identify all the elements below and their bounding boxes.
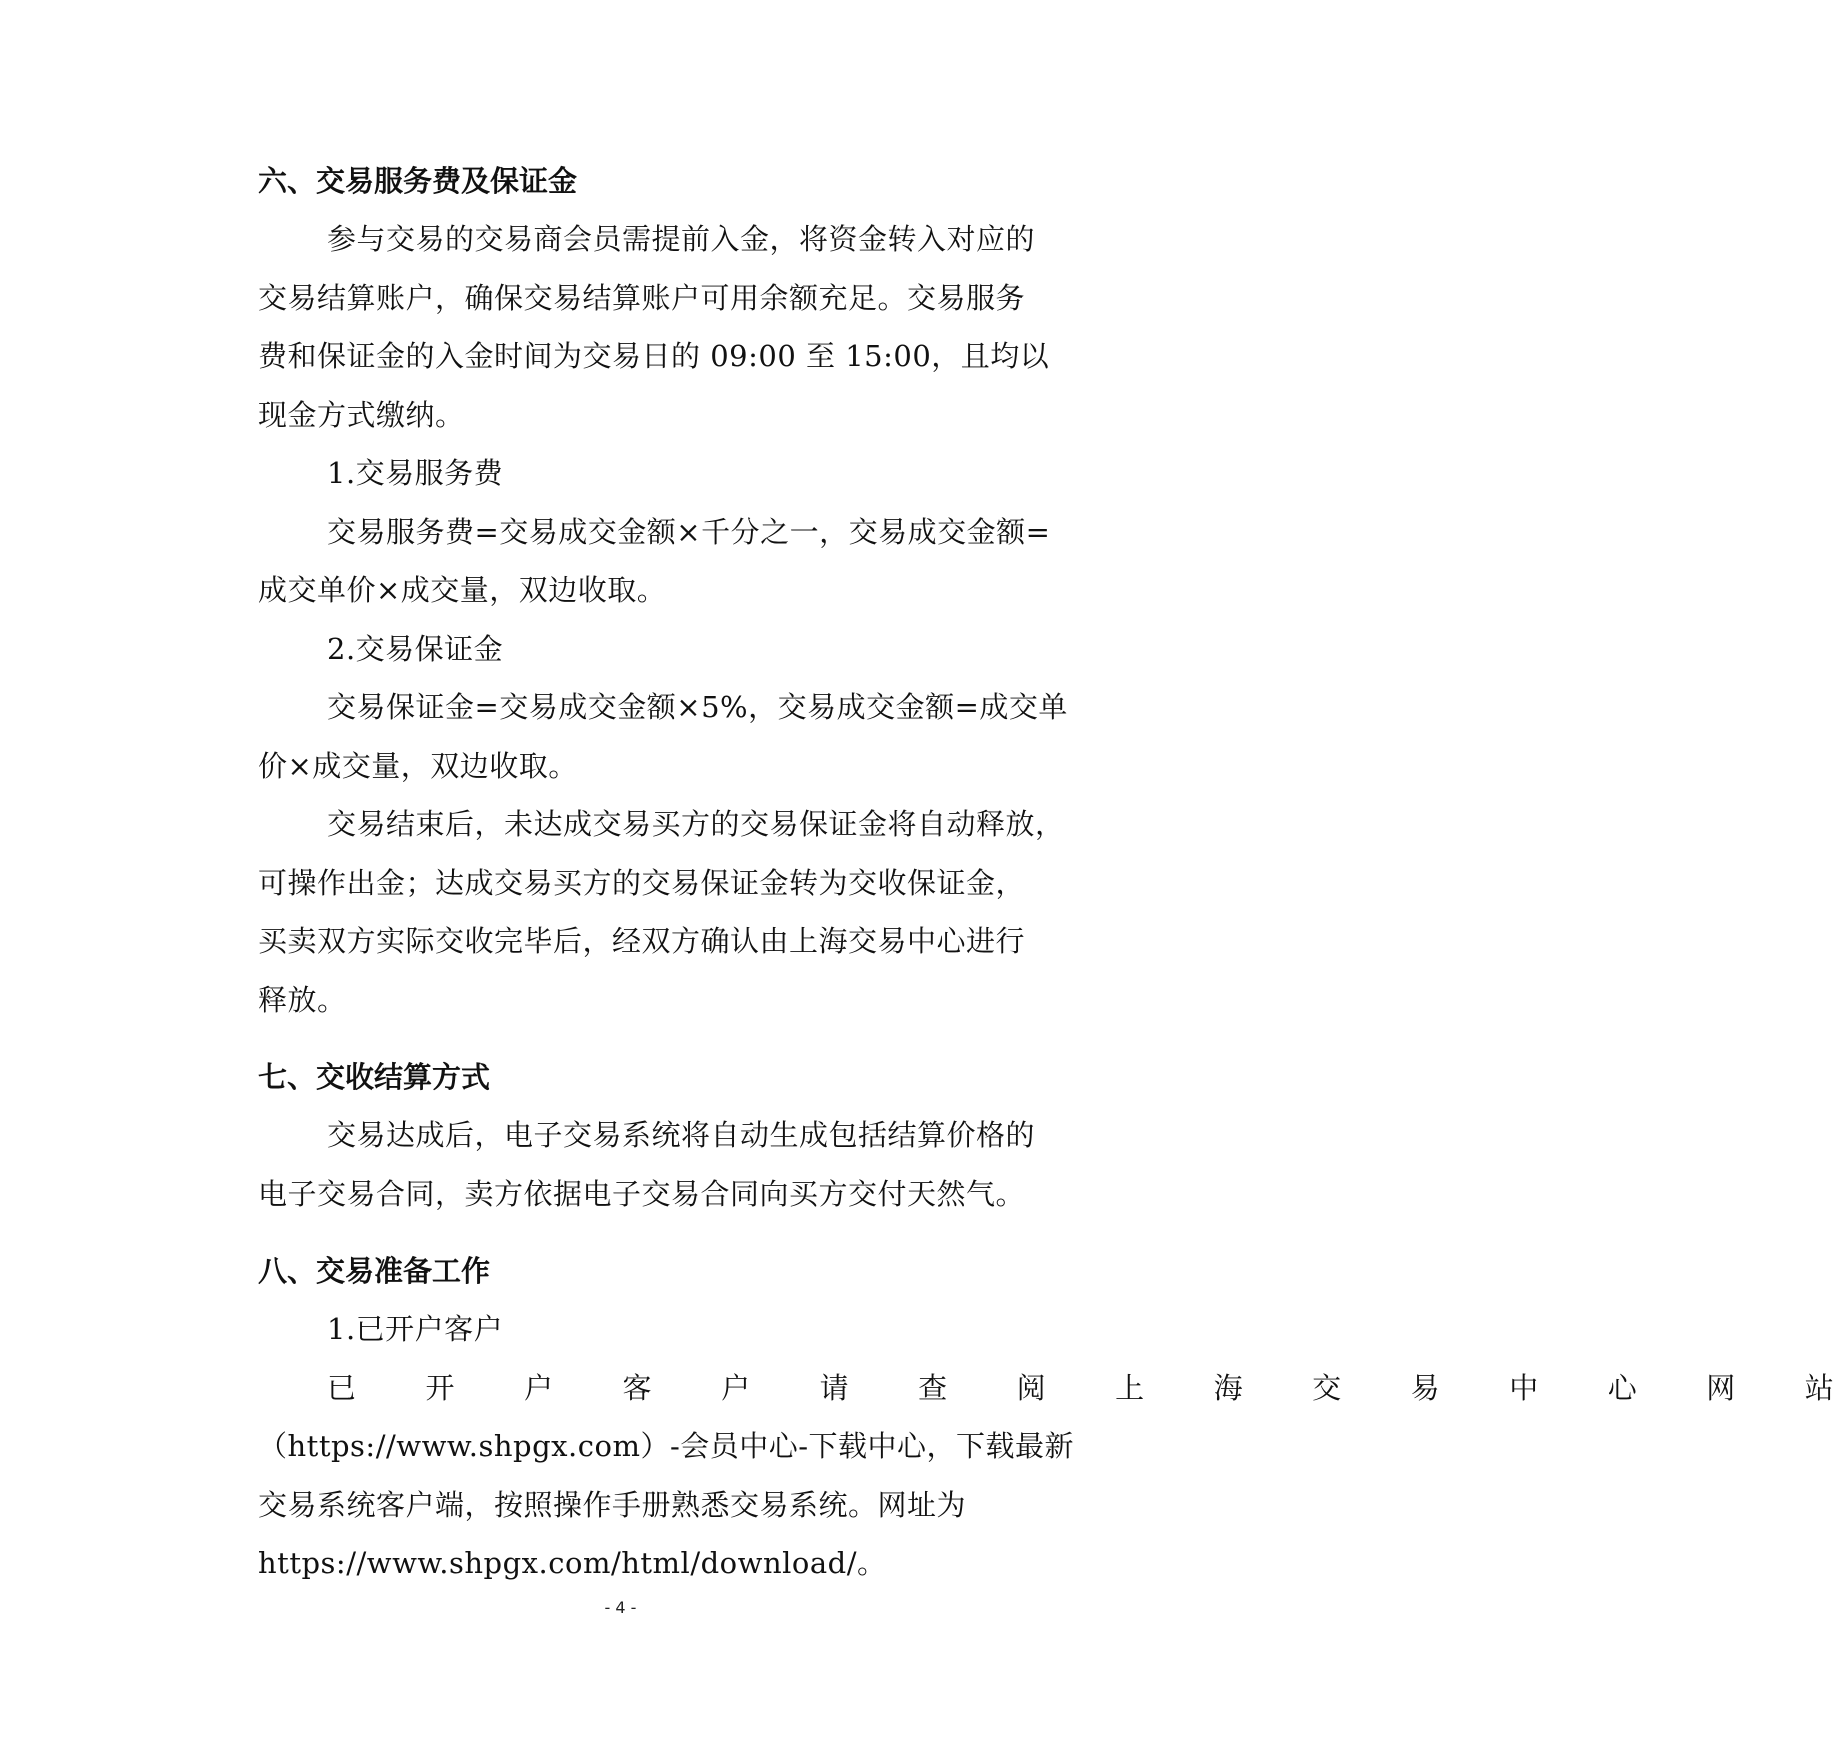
section-8-body <box>189 1300 1834 1593</box>
glyph: 交 <box>1312 1370 1342 1405</box>
subheading-margin: 2.交易保证金 <box>327 631 504 666</box>
glyph: 户 <box>721 1370 751 1405</box>
glyph: 已 <box>327 1370 357 1405</box>
text-line: 交易保证金=交易成交金额×5%，交易成交金额=成交单 <box>327 690 1068 724</box>
text-line: 价×成交量，双边收取。 <box>258 748 578 783</box>
glyph: 网 <box>1706 1370 1736 1405</box>
section-6-body <box>189 210 1068 1029</box>
text-line-with-link: （https://www.shpgx.com）-会员中心-下载中心，下载最新 <box>258 1429 1075 1463</box>
glyph: 开 <box>425 1370 456 1405</box>
text-line: 买卖双方实际交收完毕后，经双方确认由上海交易中心进行 <box>258 924 1026 958</box>
glyph: 海 <box>1213 1370 1244 1405</box>
download-url-text: https://www.shpgx.com/html/download/。 <box>258 1546 887 1580</box>
subheading-service-fee: 1.交易服务费 <box>327 456 504 490</box>
text-line: 电子交易合同，卖方依据电子交易合同向买方交付天然气。 <box>258 1176 1026 1211</box>
text-line: 费和保证金的入金时间为交易日的 09:00 至 15:00，且均以 <box>258 339 1050 373</box>
text-line: 释放。 <box>258 982 347 1017</box>
subheading <box>189 444 1049 503</box>
text-line: 参与交易的交易商会员需提前入金，将资金转入对应的 <box>327 222 1036 256</box>
text-line: 交易达成后，电子交易系统将自动生成包括结算价格的 <box>327 1118 1036 1152</box>
glyph: 站 <box>1804 1370 1834 1405</box>
text-line: 可操作出金；达成交易买方的交易保证金转为交收保证金， <box>258 865 1026 900</box>
page-number: - 4 - <box>604 1598 637 1617</box>
glyph: 请 <box>819 1370 850 1405</box>
text-line: 交易系统客户端，按照操作手册熟悉交易系统。网址为 <box>258 1487 967 1522</box>
glyph: 心 <box>1607 1370 1638 1405</box>
paragraph <box>189 503 1049 620</box>
subheading <box>189 1300 1049 1359</box>
paragraph <box>189 210 1049 444</box>
document-body <box>189 152 1834 1593</box>
text-line: 成交单价×成交量，双边收取。 <box>258 573 667 607</box>
text-line-justified <box>189 1359 1834 1418</box>
paragraph <box>189 678 1068 795</box>
text-line: 交易服务费=交易成交金额×千分之一，交易成交金额= <box>327 514 1051 549</box>
glyph: 查 <box>918 1370 948 1405</box>
section-heading-6: 六、交易服务费及保证金 <box>258 164 578 198</box>
text-line: 交易结算账户，确保交易结算账户可用余额充足。交易服务 <box>258 280 1026 315</box>
section-heading-7: 七、交收结算方式 <box>258 1060 491 1094</box>
glyph: 阅 <box>1016 1370 1047 1405</box>
section-spacer <box>189 1029 1049 1048</box>
section-7-body <box>189 1106 1049 1223</box>
paragraph <box>189 1106 1049 1223</box>
paragraph <box>189 795 1065 1029</box>
glyph: 上 <box>1115 1370 1145 1405</box>
glyph: 中 <box>1509 1370 1539 1405</box>
section-spacer <box>189 1223 1049 1242</box>
glyph: 户 <box>524 1370 554 1405</box>
subheading <box>189 620 1049 679</box>
glyph: 客 <box>622 1370 653 1405</box>
paragraph <box>189 1359 1834 1593</box>
text-line: 现金方式缴纳。 <box>258 397 465 432</box>
glyph: 易 <box>1410 1370 1441 1405</box>
section-heading-8: 八、交易准备工作 <box>258 1254 491 1288</box>
text-line: 交易结束后，未达成交易买方的交易保证金将自动释放， <box>327 807 1065 841</box>
subheading-existing-clients: 1.已开户客户 <box>327 1312 504 1346</box>
